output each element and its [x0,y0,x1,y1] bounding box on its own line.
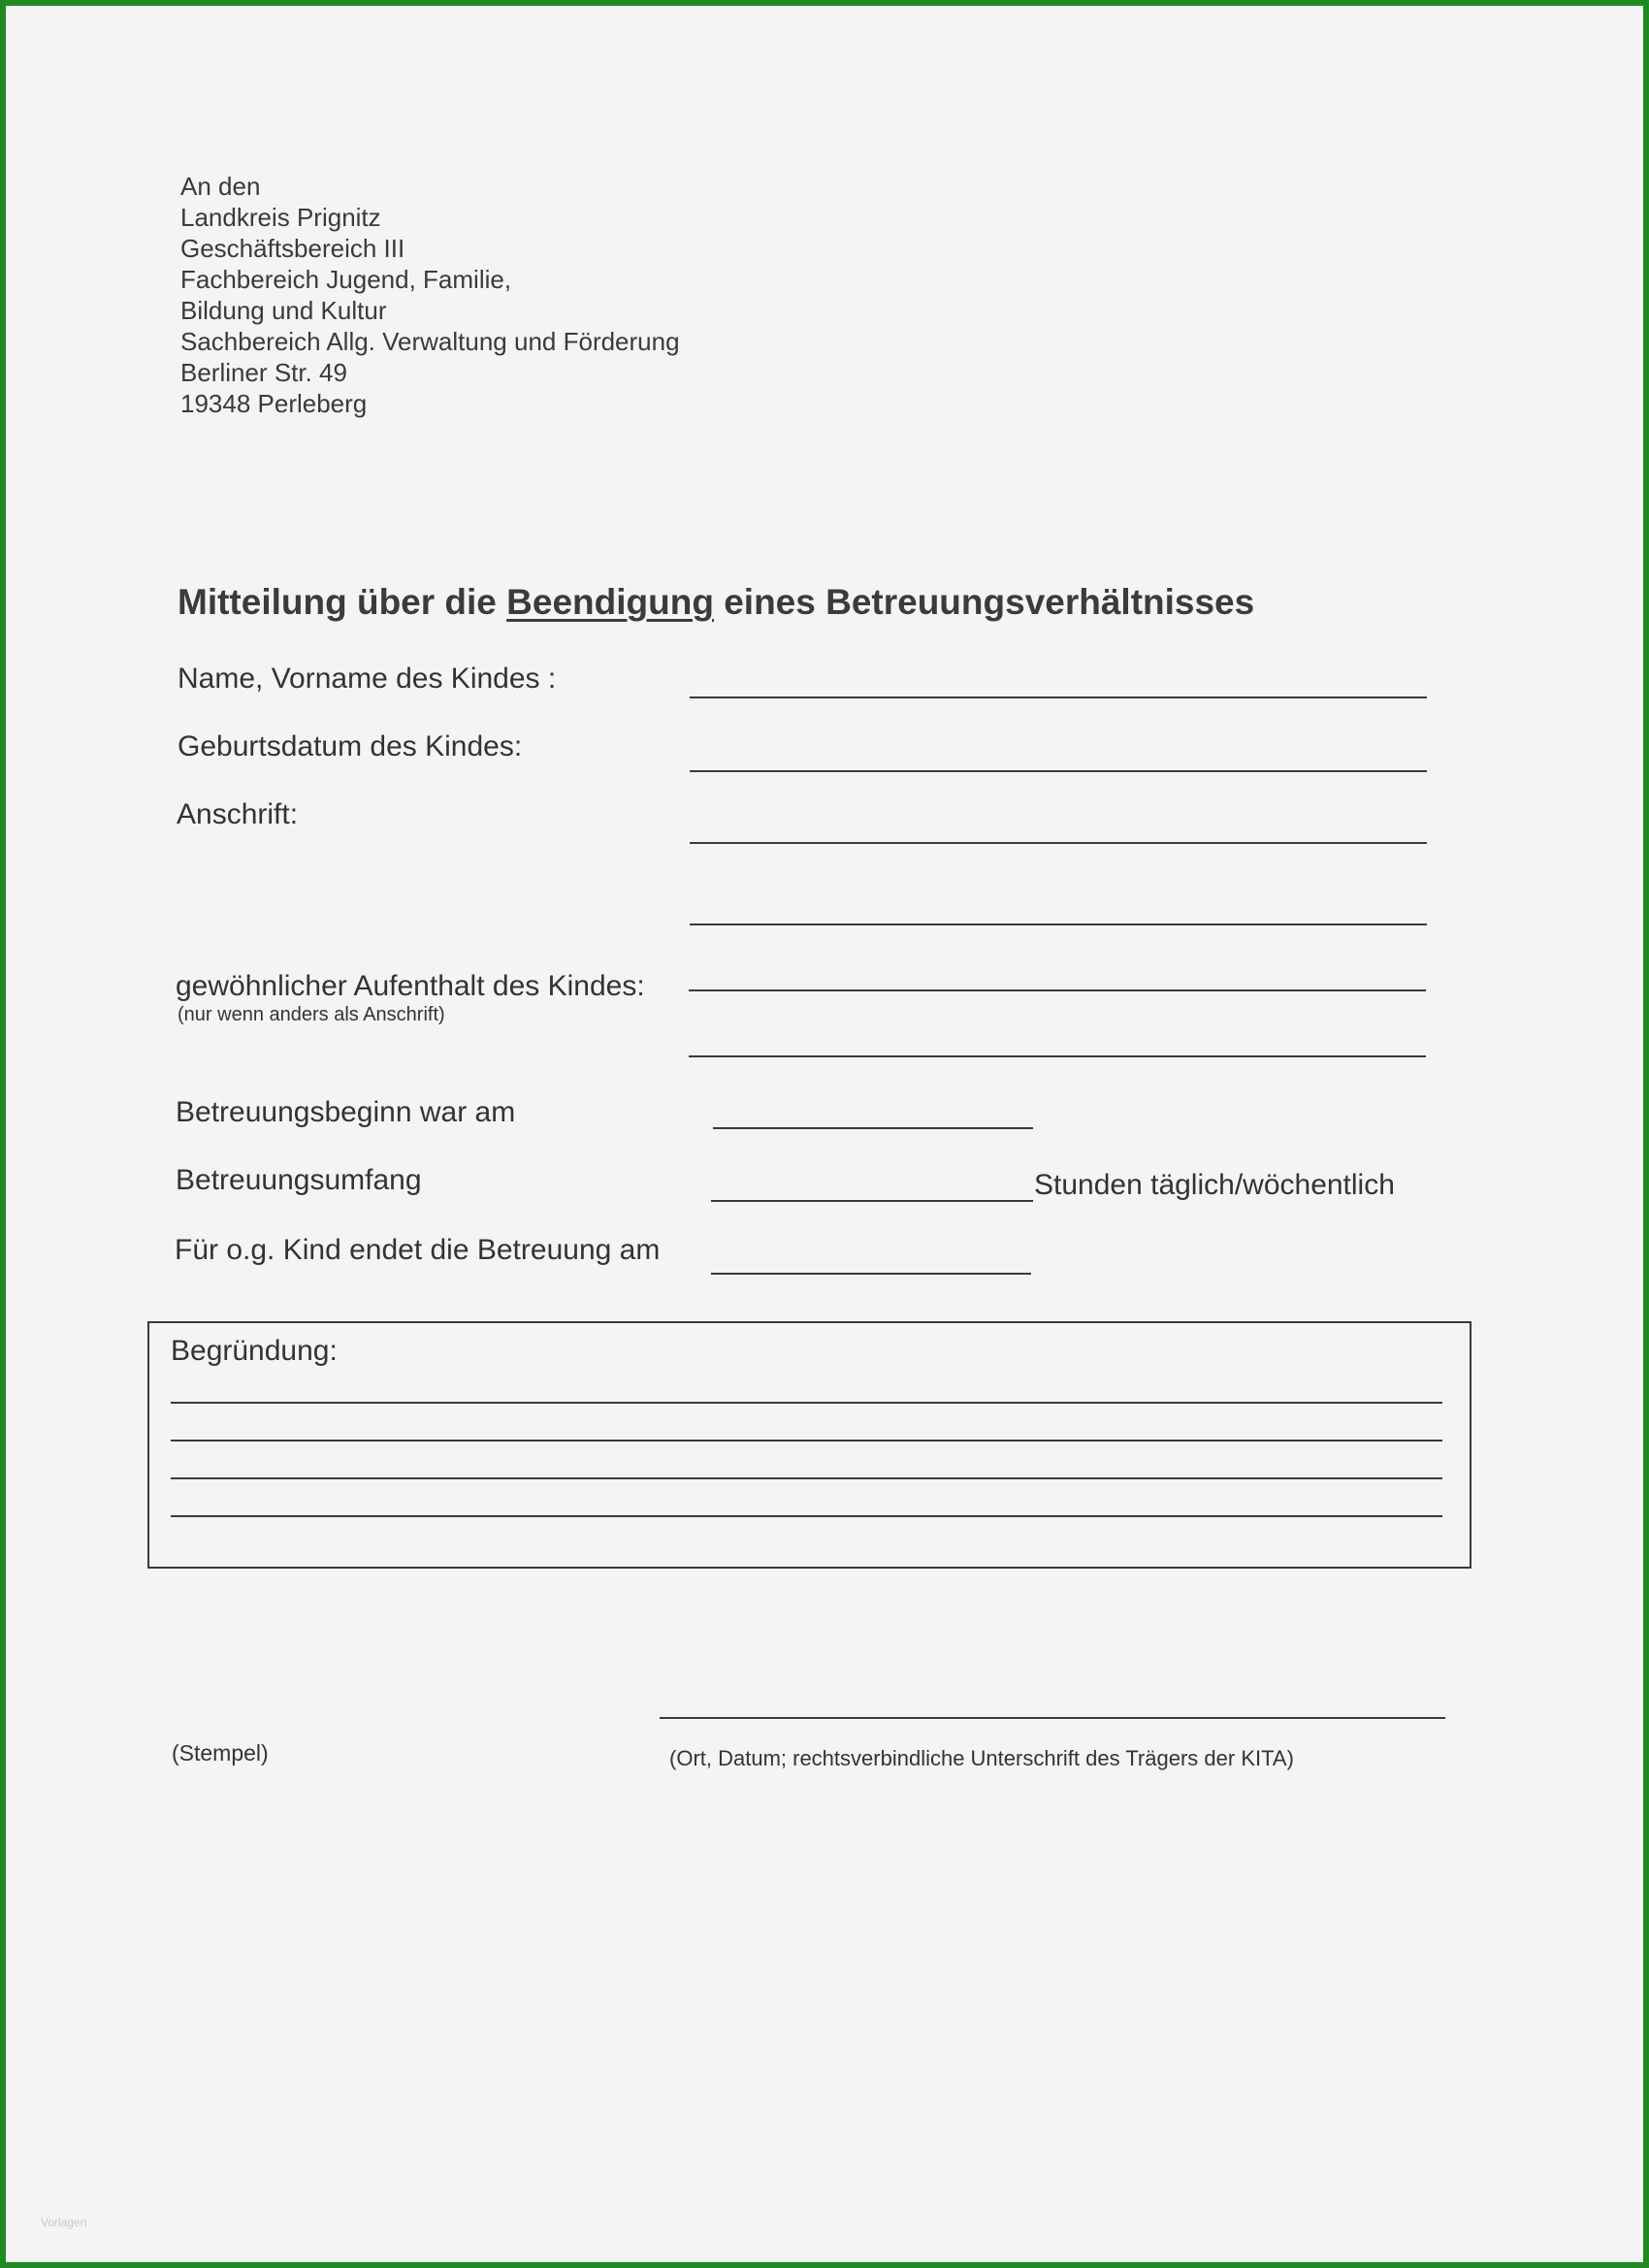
care-start-field-line[interactable] [713,1127,1033,1129]
name-field-line[interactable] [690,697,1427,698]
address-line: Bildung und Kultur [180,296,387,325]
reason-line-3[interactable] [171,1477,1442,1479]
reason-box [147,1321,1471,1569]
care-scope-label: Betreuungsumfang [176,1164,422,1196]
address-field-line-2[interactable] [690,923,1427,925]
address-label: Anschrift: [177,798,299,830]
address-field-line-1[interactable] [690,842,1427,844]
address-line: 19348 Perleberg [180,389,368,418]
residence-label: gewöhnlicher Aufenthalt des Kindes: [176,970,645,1002]
care-scope-field-line[interactable] [711,1200,1033,1202]
form-title [178,582,1254,623]
address-line: Berliner Str. 49 [180,358,347,387]
birthdate-label: Geburtsdatum des Kindes: [178,730,523,762]
reason-line-2[interactable] [171,1440,1442,1442]
care-end-field-line[interactable] [711,1273,1031,1275]
reason-line-4[interactable] [171,1515,1442,1517]
reason-line-1[interactable] [171,1402,1442,1404]
address-line: Sachbereich Allg. Verwaltung und Förderung [180,327,680,356]
name-label: Name, Vorname des Kindes : [178,663,557,695]
address-line: An den [180,172,261,201]
residence-field-line-2[interactable] [689,1055,1426,1057]
title-prefix: Mitteilung über die [178,582,507,622]
watermark-text: Vorlagen [41,2216,87,2229]
birthdate-field-line[interactable] [690,770,1427,772]
title-suffix: eines Betreuungsverhältnisses [713,582,1255,622]
title-emphasis: Beendigung [506,582,714,622]
residence-note: (nur wenn anders als Anschrift) [178,1004,445,1025]
recipient-address [180,171,680,419]
signature-label: (Ort, Datum; rechtsverbindliche Unterschrift des Trägers der KITA) [669,1746,1294,1770]
reason-label: Begründung: [171,1335,338,1367]
care-scope-suffix: Stunden täglich/wöchentlich [1034,1169,1395,1201]
address-line: Fachbereich Jugend, Familie, [180,265,512,294]
care-end-label: Für o.g. Kind endet die Betreuung am [175,1234,661,1266]
care-start-label: Betreuungsbeginn war am [176,1096,516,1128]
address-line: Landkreis Prignitz [180,203,381,232]
stamp-label: (Stempel) [172,1740,269,1766]
address-line: Geschäftsbereich III [180,234,405,263]
residence-field-line-1[interactable] [689,989,1426,991]
signature-line[interactable] [660,1717,1445,1719]
